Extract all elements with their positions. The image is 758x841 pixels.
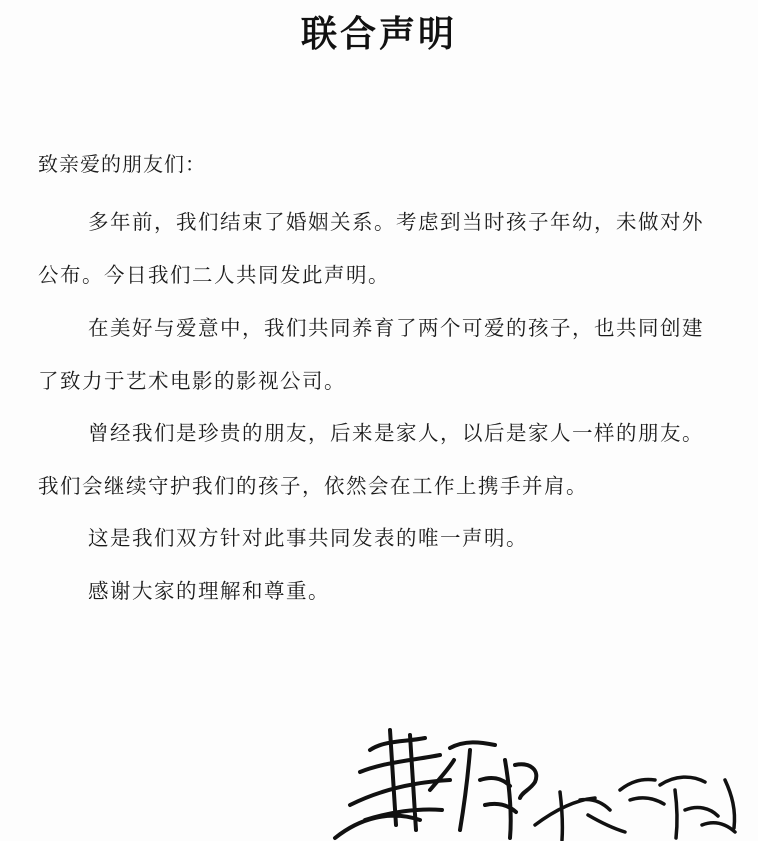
paragraph-5: 感谢大家的理解和尊重。 xyxy=(88,579,330,603)
paragraph-3: 曾经我们是珍贵的朋友，后来是家人，以后是家人一样的朋友。我们会继续守护我们的孩子，依然会在工作上携手并肩。 xyxy=(38,421,704,498)
paragraph-4: 这是我们双方针对此事共同发表的唯一声明。 xyxy=(88,526,528,550)
paragraph-1: 多年前，我们结束了婚姻关系。考虑到当时孩子年幼，未做对外公布。今日我们二人共同发此声明。 xyxy=(38,210,704,287)
handwritten-signature xyxy=(330,720,758,841)
page-title: 联合声明 xyxy=(300,14,457,55)
paragraph-2: 在美好与爱意中，我们共同养育了两个可爱的孩子，也共同创建了致力于艺术电影的影视公司。 xyxy=(38,316,704,393)
salutation: 致亲爱的朋友们： xyxy=(38,152,206,176)
